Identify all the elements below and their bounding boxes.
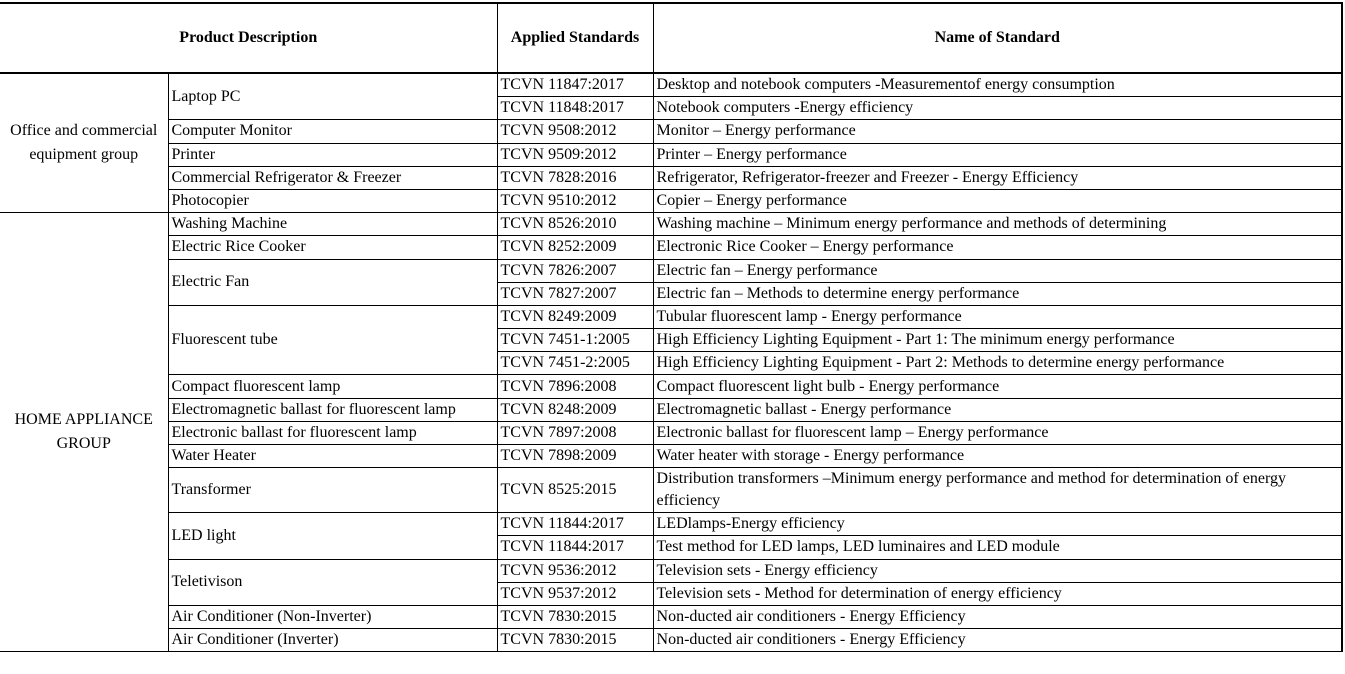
standard-name: Washing machine – Minimum energy performance and methods of determining [653, 213, 1342, 236]
standard-code: TCVN 9508:2012 [497, 120, 653, 143]
product-cell: Electric Fan [168, 259, 497, 305]
standard-name: Refrigerator, Refrigerator-freezer and Freezer - Energy Efficiency [653, 166, 1342, 189]
standard-code: TCVN 11844:2017 [497, 536, 653, 559]
standard-code: TCVN 7826:2007 [497, 259, 653, 282]
standard-name: Electromagnetic ballast - Energy performance [653, 398, 1342, 421]
table-row [0, 305, 1342, 328]
standard-name: Monitor – Energy performance [653, 120, 1342, 143]
standard-code: TCVN 11847:2017 [497, 73, 653, 97]
product-cell: Water Heater [168, 445, 497, 468]
standard-code: TCVN 8249:2009 [497, 305, 653, 328]
standard-name: Electric fan – Energy performance [653, 259, 1342, 282]
standard-code: TCVN 7830:2015 [497, 629, 653, 652]
header-product-description: Product Description [0, 3, 497, 73]
standard-name: High Efficiency Lighting Equipment - Part 1: The minimum energy performance [653, 329, 1342, 352]
standard-code: TCVN 9509:2012 [497, 143, 653, 166]
standard-name: Non-ducted air conditioners - Energy Efficiency [653, 629, 1342, 652]
product-cell: Electronic ballast for fluorescent lamp [168, 421, 497, 444]
standard-name: Test method for LED lamps, LED luminaires and LED module [653, 536, 1342, 559]
standard-code: TCVN 8252:2009 [497, 236, 653, 259]
table-row [0, 166, 1342, 189]
standard-code: TCVN 8526:2010 [497, 213, 653, 236]
product-cell: Washing Machine [168, 213, 497, 236]
header-name-of-standard: Name of Standard [653, 3, 1342, 73]
table-row [0, 73, 1342, 97]
standard-name: Printer – Energy performance [653, 143, 1342, 166]
standard-code: TCVN 9510:2012 [497, 189, 653, 212]
standard-name: High Efficiency Lighting Equipment - Part 2: Methods to determine energy performance [653, 352, 1342, 375]
standard-code: TCVN 9537:2012 [497, 582, 653, 605]
standard-code: TCVN 7451-1:2005 [497, 329, 653, 352]
table-row [0, 468, 1342, 513]
table-row [0, 120, 1342, 143]
standard-code: TCVN 7897:2008 [497, 421, 653, 444]
table-row [0, 559, 1342, 582]
product-cell: Computer Monitor [168, 120, 497, 143]
table-row [0, 398, 1342, 421]
standard-name: Television sets - Method for determination of energy efficiency [653, 582, 1342, 605]
standard-code: TCVN 11848:2017 [497, 97, 653, 120]
product-cell: LED light [168, 513, 497, 559]
product-cell: Electromagnetic ballast for fluorescent lamp [168, 398, 497, 421]
standard-code: TCVN 7898:2009 [497, 445, 653, 468]
standards-table [0, 2, 1343, 652]
table-row [0, 629, 1342, 652]
standard-code: TCVN 9536:2012 [497, 559, 653, 582]
product-cell: Photocopier [168, 189, 497, 212]
standard-name: Electronic Rice Cooker – Energy performance [653, 236, 1342, 259]
product-cell: Electric Rice Cooker [168, 236, 497, 259]
group-office: Office and commercial equipment group [0, 73, 168, 213]
table-row [0, 236, 1342, 259]
standard-code: TCVN 8525:2015 [497, 468, 653, 513]
standard-name: Water heater with storage - Energy performance [653, 445, 1342, 468]
standard-name: Television sets - Energy efficiency [653, 559, 1342, 582]
product-cell: Transformer [168, 468, 497, 513]
table-row [0, 143, 1342, 166]
standard-name: Compact fluorescent light bulb - Energy performance [653, 375, 1342, 398]
table-row [0, 605, 1342, 628]
standard-name: Electronic ballast for fluorescent lamp – Energy performance [653, 421, 1342, 444]
group-home-appliance: HOME APPLIANCE GROUP [0, 213, 168, 652]
standard-name: LEDlamps-Energy efficiency [653, 513, 1342, 536]
standard-name: Distribution transformers –Minimum energy performance and method for determination of energy efficiency [653, 468, 1342, 513]
header-applied-standards: Applied Standards [497, 3, 653, 73]
standard-name: Notebook computers -Energy efficiency [653, 97, 1342, 120]
standard-code: TCVN 7827:2007 [497, 282, 653, 305]
table-row [0, 189, 1342, 212]
table-row [0, 375, 1342, 398]
product-cell: Teletivison [168, 559, 497, 605]
table-row [0, 213, 1342, 236]
product-cell: Laptop PC [168, 73, 497, 120]
header-row [0, 3, 1342, 73]
standard-code: TCVN 11844:2017 [497, 513, 653, 536]
product-cell: Compact fluorescent lamp [168, 375, 497, 398]
product-cell: Commercial Refrigerator & Freezer [168, 166, 497, 189]
table-row [0, 445, 1342, 468]
table-row [0, 513, 1342, 536]
product-cell: Air Conditioner (Inverter) [168, 629, 497, 652]
standard-code: TCVN 7828:2016 [497, 166, 653, 189]
standard-code: TCVN 7451-2:2005 [497, 352, 653, 375]
table-row [0, 259, 1342, 282]
standard-name: Desktop and notebook computers -Measurementof energy consumption [653, 73, 1342, 97]
table-row [0, 421, 1342, 444]
standard-code: TCVN 7896:2008 [497, 375, 653, 398]
product-cell: Fluorescent tube [168, 305, 497, 375]
standard-name: Non-ducted air conditioners - Energy Efficiency [653, 605, 1342, 628]
standard-name: Copier – Energy performance [653, 189, 1342, 212]
product-cell: Air Conditioner (Non-Inverter) [168, 605, 497, 628]
standard-name: Electric fan – Methods to determine energy performance [653, 282, 1342, 305]
standard-code: TCVN 8248:2009 [497, 398, 653, 421]
standard-name: Tubular fluorescent lamp - Energy performance [653, 305, 1342, 328]
product-cell: Printer [168, 143, 497, 166]
standard-code: TCVN 7830:2015 [497, 605, 653, 628]
